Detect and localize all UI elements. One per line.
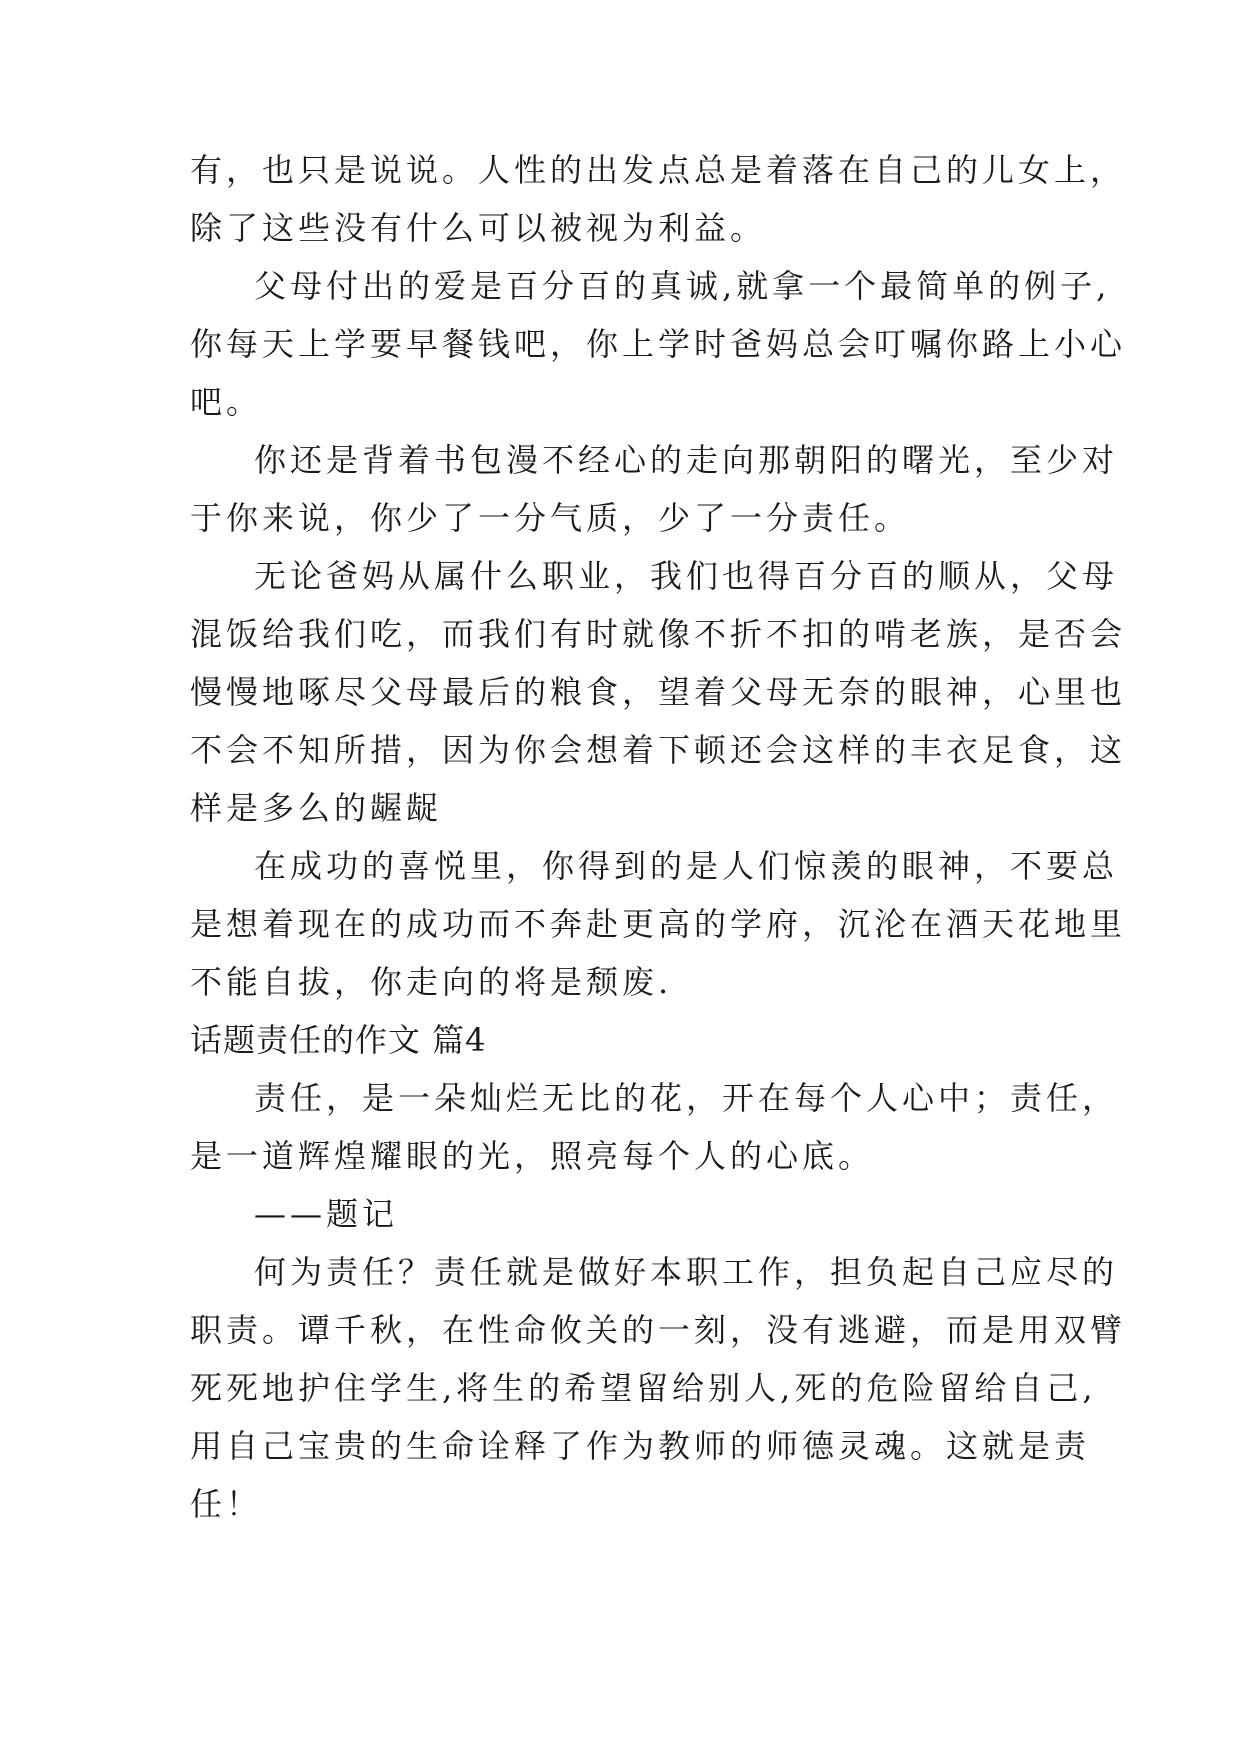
text-line: 死死地护住学生,将生的希望留给别人,死的危险留给自己, bbox=[190, 1369, 1097, 1407]
paragraph-start: 何为责任？责任就是做好本职工作，担负起自己应尽的 bbox=[254, 1253, 1119, 1291]
text-line: 任！ bbox=[190, 1485, 263, 1523]
text-line: 样是多么的龌龊 bbox=[190, 789, 443, 827]
paragraph-start: 你还是背着书包漫不经心的走向那朝阳的曙光，至少对 bbox=[254, 441, 1119, 479]
epigraph-attribution: ——题记 bbox=[254, 1195, 399, 1233]
text-line: 于你来说，你少了一分气质，少了一分责任。 bbox=[190, 499, 911, 537]
paragraph-start: 在成功的喜悦里，你得到的是人们惊羡的眼神，不要总 bbox=[254, 847, 1119, 885]
text-line: 职责。谭千秋，在性命攸关的一刻，没有逃避，而是用双臂 bbox=[190, 1311, 1127, 1349]
paragraph-start: 责任，是一朵灿烂无比的花，开在每个人心中；责任， bbox=[254, 1079, 1119, 1117]
text-line: 吧。 bbox=[190, 383, 263, 421]
text-line: 除了这些没有什么可以被视为利益。 bbox=[190, 209, 767, 247]
text-line: 是一道辉煌耀眼的光，照亮每个人的心底。 bbox=[190, 1137, 875, 1175]
paragraph-start: 无论爸妈从属什么职业，我们也得百分百的顺从，父母 bbox=[254, 557, 1119, 595]
text-line: 不能自拔，你走向的将是颓废. bbox=[190, 963, 673, 1001]
text-line: 是想着现在的成功而不奔赴更高的学府，沉沦在酒天花地里 bbox=[190, 905, 1127, 943]
text-line: 你每天上学要早餐钱吧，你上学时爸妈总会叮嘱你路上小心 bbox=[190, 325, 1127, 363]
text-line: 混饭给我们吃，而我们有时就像不折不扣的啃老族，是否会 bbox=[190, 615, 1127, 653]
text-line: 慢慢地啄尽父母最后的粮食，望着父母无奈的眼神，心里也 bbox=[190, 673, 1127, 711]
text-line: 用自己宝贵的生命诠释了作为教师的师德灵魂。这就是责 bbox=[190, 1427, 1091, 1465]
text-line: 不会不知所措，因为你会想着下顿还会这样的丰衣足食，这 bbox=[190, 731, 1127, 769]
text-line: 有，也只是说说。人性的出发点总是着落在自己的儿女上， bbox=[190, 151, 1127, 189]
section-heading: 话题责任的作文 篇4 bbox=[190, 1021, 487, 1059]
paragraph-start: 父母付出的爱是百分百的真诚,就拿一个最简单的例子, bbox=[254, 267, 1111, 305]
